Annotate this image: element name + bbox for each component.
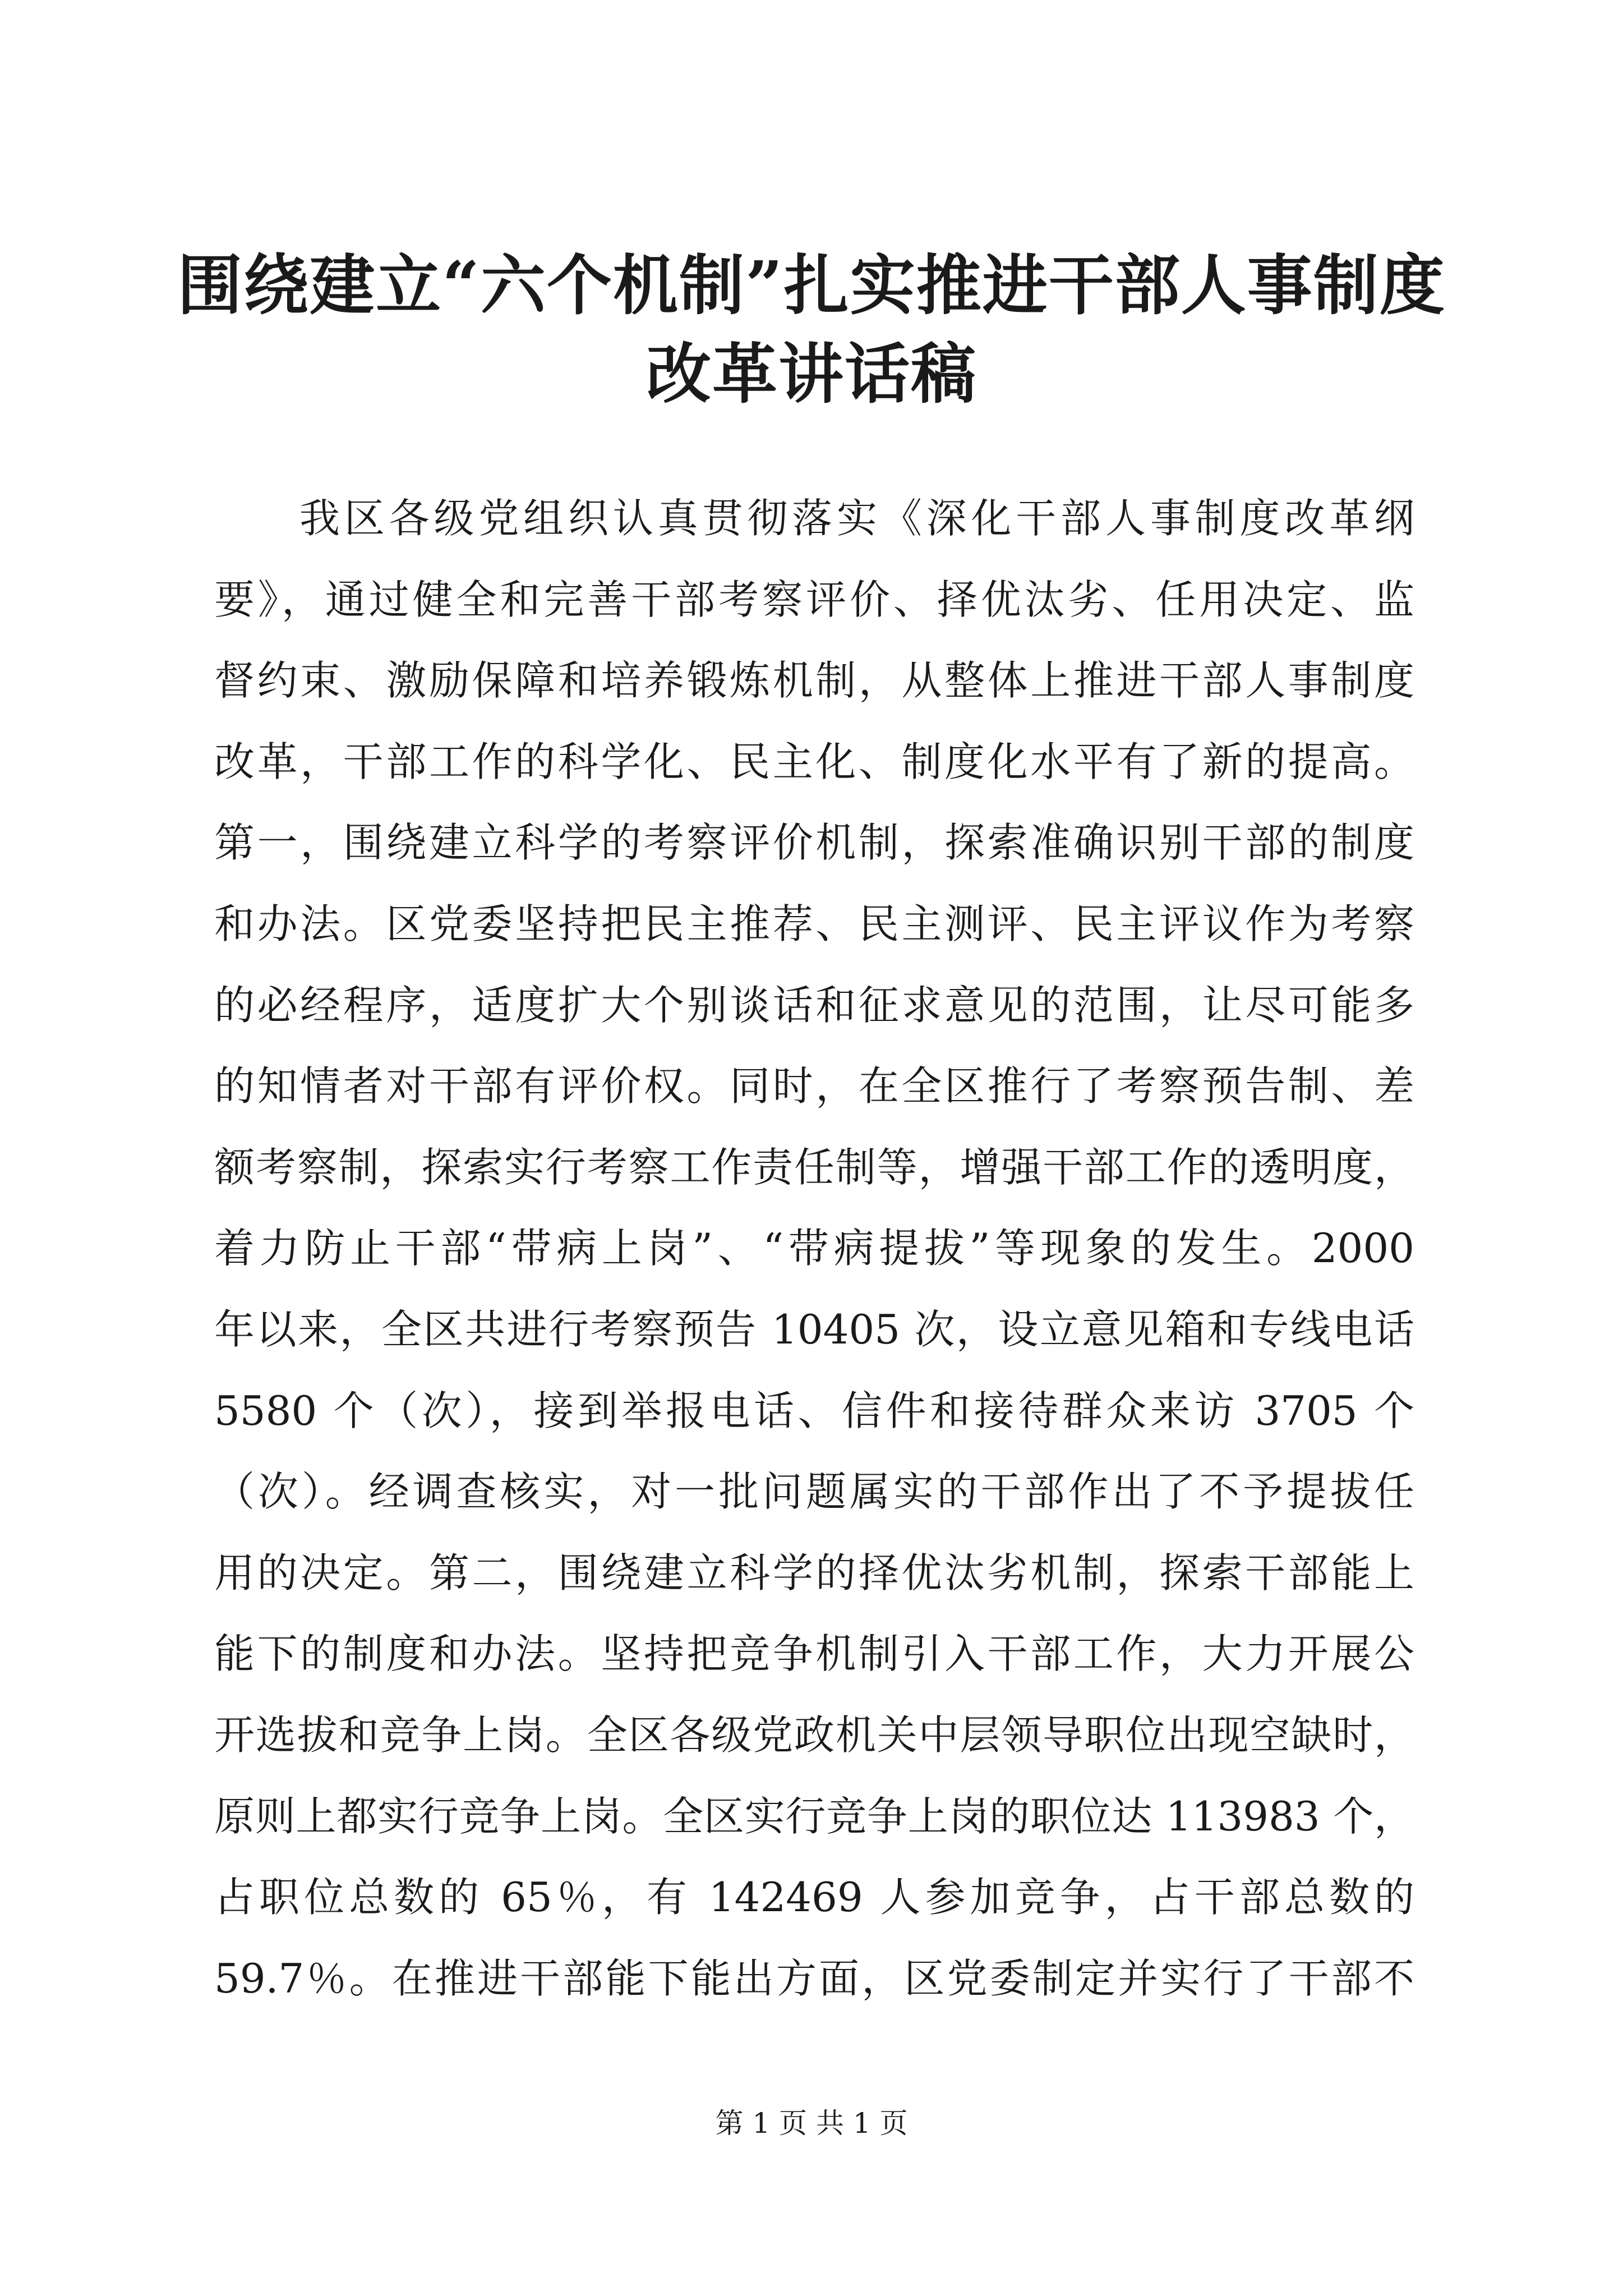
body-line: 的必经程序，适度扩大个别谈话和征求意见的范围，让尽可能多: [214, 981, 1414, 1029]
body-line: 原则上都实行竞争上岗。全区实行竞争上岗的职位达 113983 个，: [214, 1792, 1414, 1840]
body-line: 的知情者对干部有评价权。同时，在全区推行了考察预告制、差: [214, 1062, 1414, 1110]
document-title: [168, 241, 1455, 418]
page-footer: 第 1 页 共 1 页: [715, 2107, 908, 2139]
body-line: 要》，通过健全和完善干部考察评价、择优汰劣、任用决定、监: [214, 576, 1414, 623]
body-line: 督约束、激励保障和培养锻炼机制，从整体上推进干部人事制度: [214, 657, 1414, 705]
document-body: [214, 478, 1414, 2019]
body-line: 我区各级党组织认真贯彻落实《深化干部人事制度改革纲: [299, 495, 1414, 542]
body-line: 第一，围绕建立科学的考察评价机制，探索准确识别干部的制度: [214, 819, 1414, 867]
body-line: 额考察制，探索实行考察工作责任制等，增强干部工作的透明度，: [214, 1143, 1414, 1191]
body-line: 5580 个（次），接到举报电话、信件和接待群众来访 3705 个: [214, 1387, 1414, 1434]
body-line: 年以来，全区共进行考察预告 10405 次，设立意见箱和专线电话: [214, 1305, 1414, 1353]
body-line: 用的决定。第二，围绕建立科学的择优汰劣机制，探索干部能上: [214, 1549, 1414, 1596]
body-line: 改革，干部工作的科学化、民主化、制度化水平有了新的提高。: [214, 738, 1414, 785]
body-line: 能下的制度和办法。坚持把竞争机制引入干部工作，大力开展公: [214, 1630, 1414, 1678]
body-line: 着力防止干部“带病上岗”、“带病提拔”等现象的发生。2000: [214, 1225, 1414, 1272]
body-line: 59.7％。在推进干部能下能出方面，区党委制定并实行了干部不: [214, 1954, 1414, 2002]
body-line: 占职位总数的 65％，有 142469 人参加竞争，占干部总数的: [214, 1874, 1414, 1921]
body-line: 开选拔和竞争上岗。全区各级党政机关中层领导职位出现空缺时，: [214, 1711, 1414, 1759]
body-line: （次）。经调查核实，对一批问题属实的干部作出了不予提拔任: [214, 1468, 1414, 1516]
title-line: 围绕建立“六个机制”扎实推进干部人事制度: [177, 247, 1446, 324]
body-line: 和办法。区党委坚持把民主推荐、民主测评、民主评议作为考察: [214, 900, 1414, 947]
title-line: 改革讲话稿: [646, 336, 977, 412]
